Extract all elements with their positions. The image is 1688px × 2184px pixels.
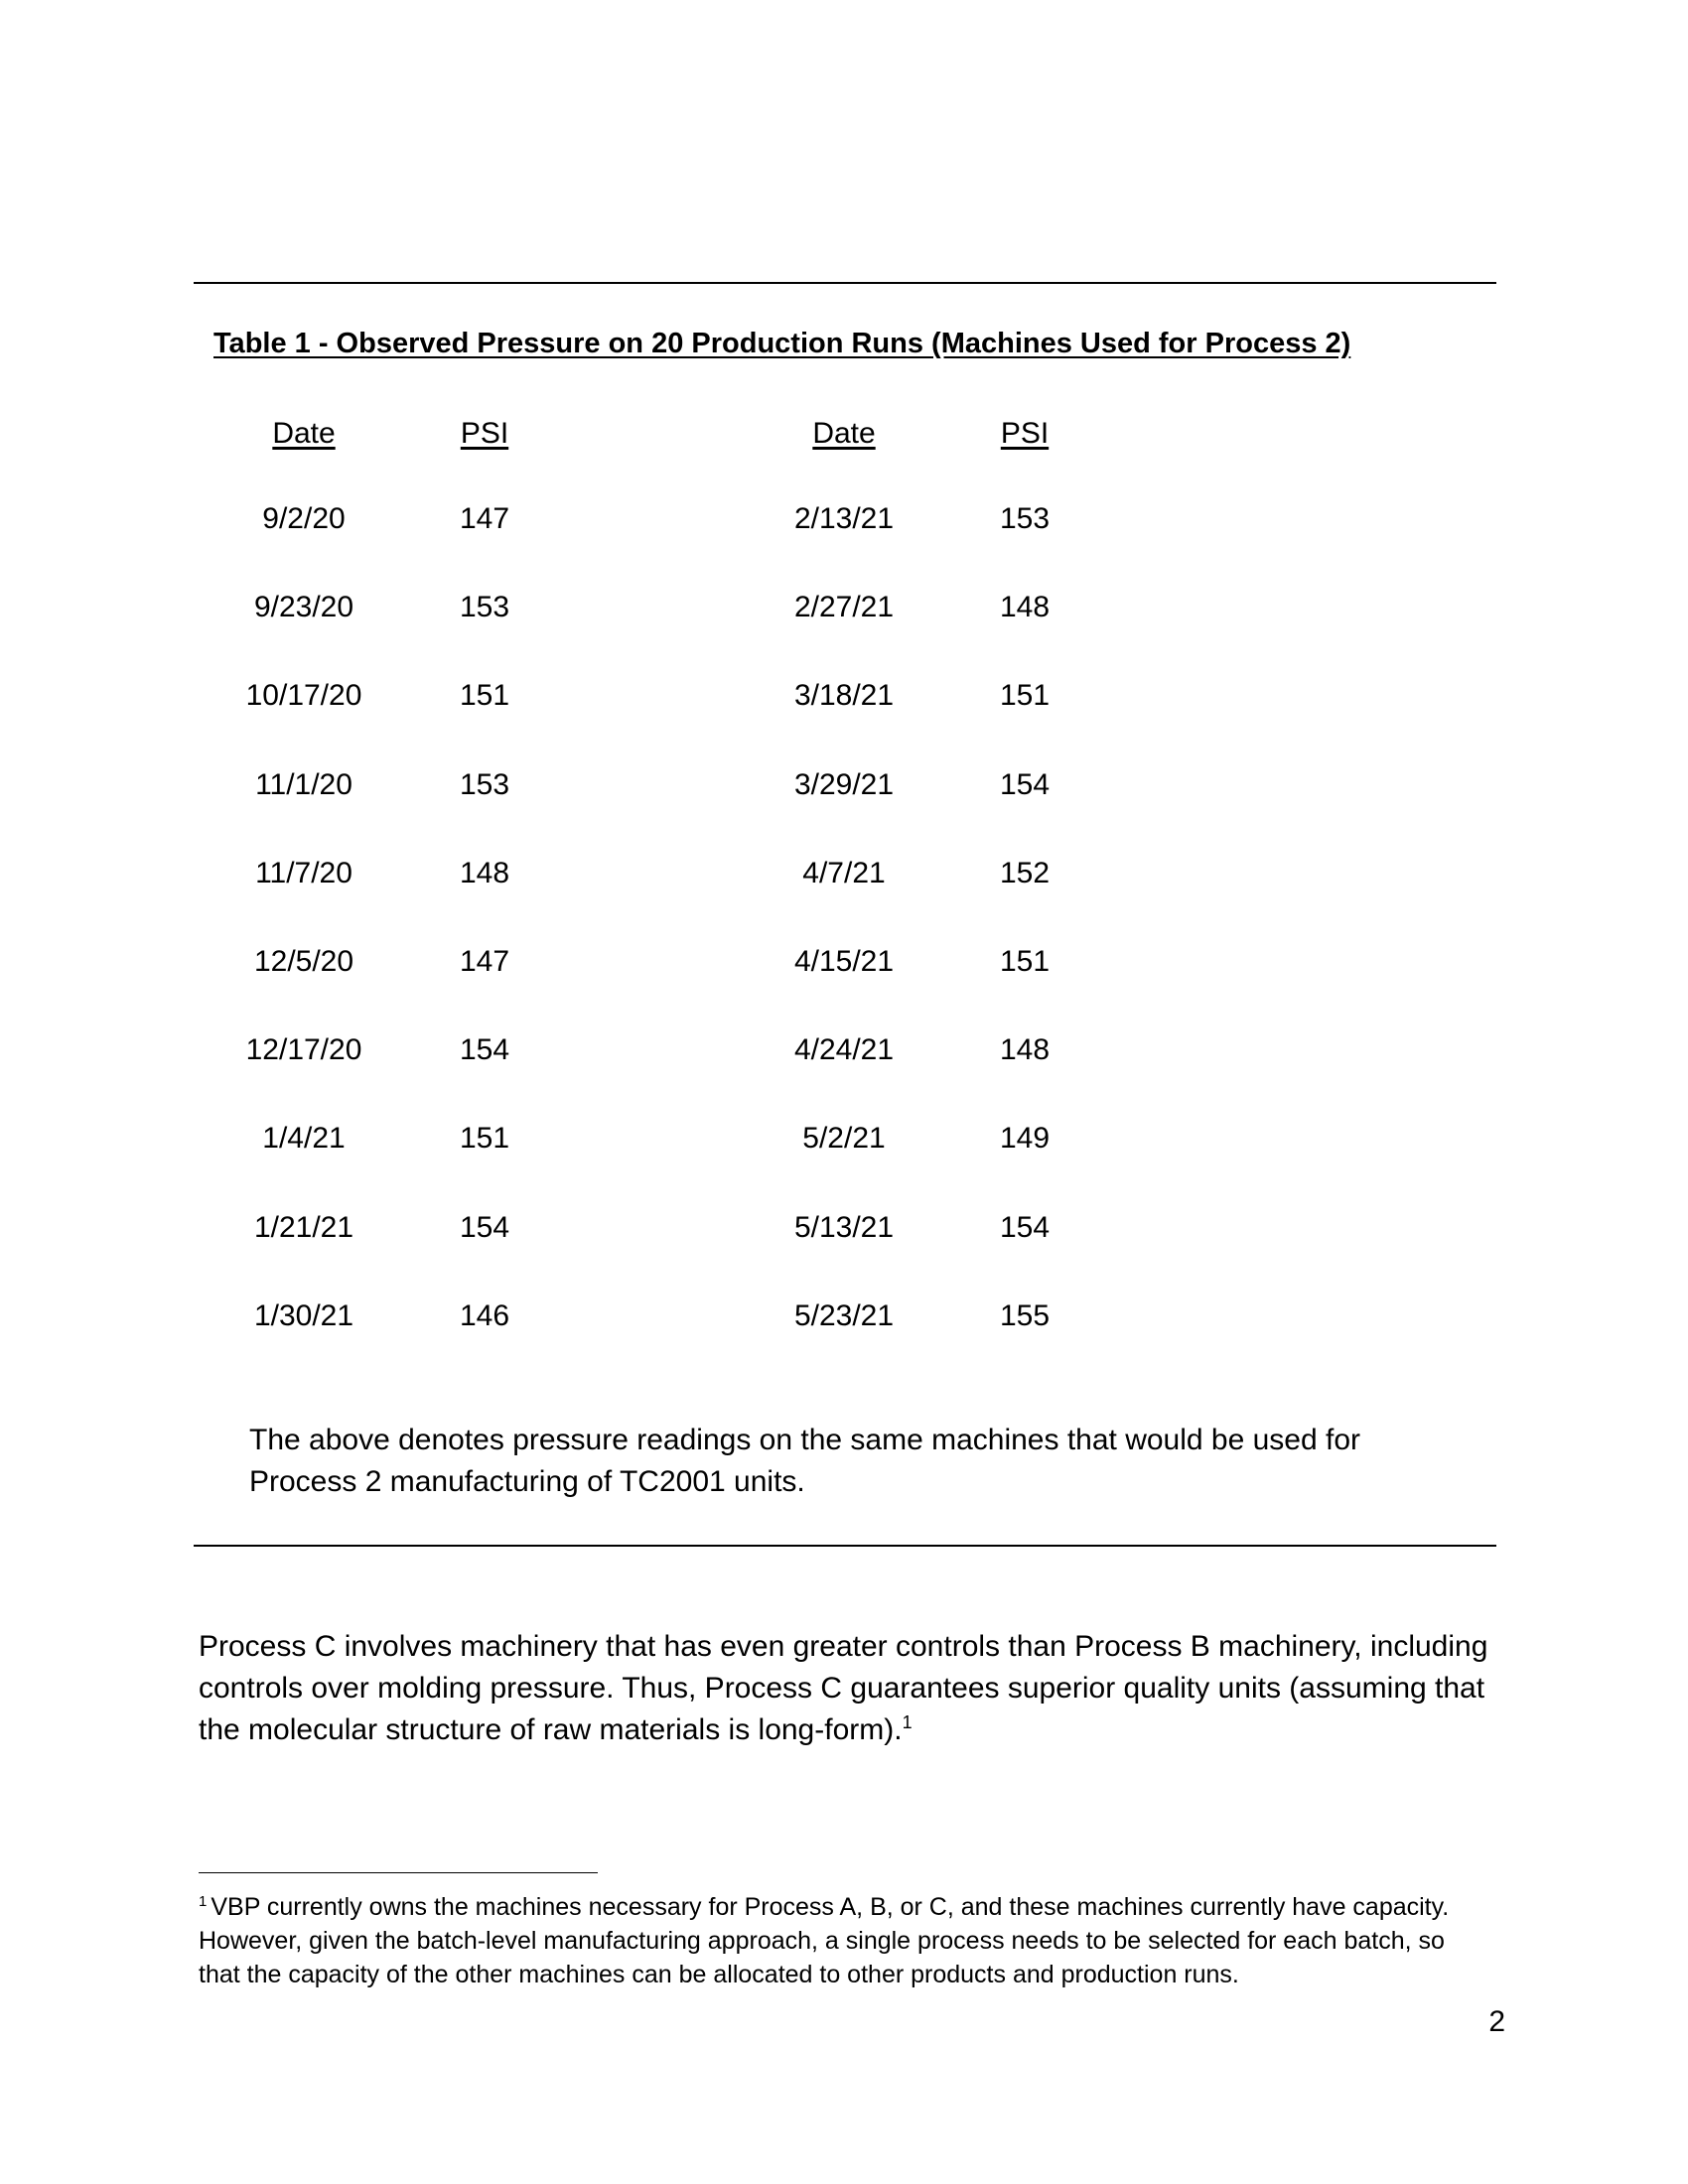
page-number: 2 [1488, 2005, 1505, 2038]
right-date-cell: 5/13/21 [793, 1211, 895, 1244]
left-date-cell: 1/30/21 [253, 1299, 354, 1332]
right-date-header: Date [812, 417, 876, 450]
left-psi-header: PSI [460, 417, 509, 450]
left-psi-cell: 153 [459, 768, 510, 801]
left-date-cell: 11/7/20 [255, 857, 352, 889]
right-psi-cell: 152 [999, 857, 1051, 889]
right-psi-cell: 154 [999, 1211, 1051, 1244]
left-date-cell: 1/4/21 [262, 1122, 346, 1155]
right-psi-cell: 148 [999, 1033, 1051, 1066]
table-bottom-rule [194, 1545, 1496, 1547]
left-psi-cell: 151 [459, 1122, 510, 1155]
table-top-rule [194, 282, 1496, 284]
footnote-separator [199, 1872, 598, 1873]
table-title: Table 1 - Observed Pressure on 20 Production Runs (Machines Used for Process 2) [213, 328, 1351, 359]
footnote [199, 1890, 1489, 1991]
left-psi-cell: 148 [459, 857, 510, 889]
left-psi-cell: 153 [459, 591, 510, 623]
right-date-cell: 4/15/21 [793, 945, 895, 978]
left-date-cell: 9/2/20 [262, 502, 346, 535]
right-psi-cell: 154 [999, 768, 1051, 801]
right-date-cell: 2/13/21 [793, 502, 895, 535]
left-date-cell: 11/1/20 [255, 768, 352, 801]
right-date-cell: 3/18/21 [793, 679, 895, 712]
footnote-text: VBP currently owns the machines necessary for Process A, B, or C, and these machines currently have capacity. However, given the batch-level manufacturing approach, a single process needs to be selected for each batch, so that the capacity of the other machines can be allocated to other products and production runs. [199, 1893, 1450, 1988]
left-psi-cell: 154 [459, 1211, 510, 1244]
right-psi-cell: 148 [999, 591, 1051, 623]
right-date-cell: 4/24/21 [793, 1033, 895, 1066]
right-date-cell: 5/2/21 [802, 1122, 886, 1155]
left-psi-cell: 146 [459, 1299, 510, 1332]
left-psi-cell: 147 [459, 502, 510, 535]
left-date-header: Date [272, 417, 336, 450]
right-date-cell: 4/7/21 [802, 857, 886, 889]
footnote-reference: 1 [902, 1712, 913, 1732]
right-psi-header: PSI [1000, 417, 1050, 450]
right-date-cell: 5/23/21 [793, 1299, 895, 1332]
right-psi-cell: 151 [999, 679, 1051, 712]
left-date-cell: 12/5/20 [253, 945, 354, 978]
left-psi-cell: 154 [459, 1033, 510, 1066]
right-psi-cell: 153 [999, 502, 1051, 535]
right-psi-cell: 149 [999, 1122, 1051, 1155]
footnote-marker: 1 [199, 1892, 208, 1910]
left-psi-cell: 151 [459, 679, 510, 712]
table-note: The above denotes pressure readings on the same machines that would be used for Process 2 manufacturing of TC2001 units. [249, 1424, 1361, 1498]
left-date-cell: 12/17/20 [245, 1033, 362, 1066]
right-psi-cell: 151 [999, 945, 1051, 978]
left-date-cell: 10/17/20 [245, 679, 362, 712]
right-date-cell: 3/29/21 [793, 768, 895, 801]
left-date-cell: 1/21/21 [253, 1211, 354, 1244]
right-date-cell: 2/27/21 [793, 591, 895, 623]
body-paragraph [199, 1626, 1489, 1751]
body-paragraph-text: Process C involves machinery that has even greater controls than Process B machinery, including controls over molding pressure. Thus, Process C guarantees superior quality units (assuming that the molecular structure of raw materials is long-form). [199, 1630, 1488, 1746]
left-psi-cell: 147 [459, 945, 510, 978]
left-date-cell: 9/23/20 [253, 591, 354, 623]
right-psi-cell: 155 [999, 1299, 1051, 1332]
